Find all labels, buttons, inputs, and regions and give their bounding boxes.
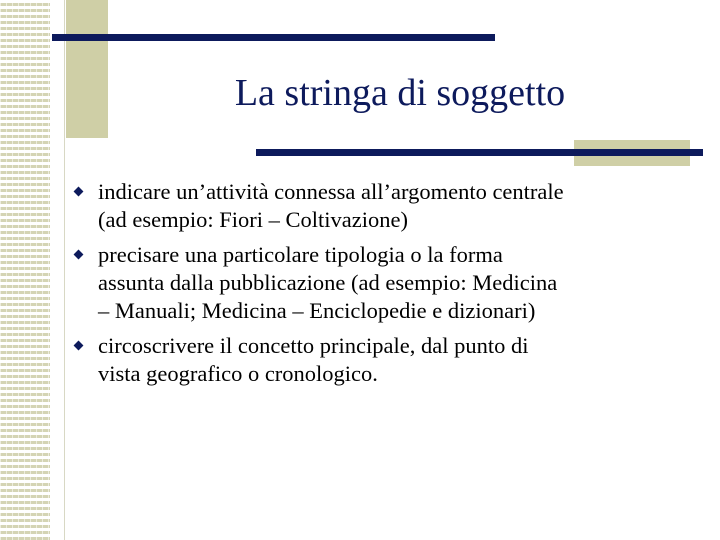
bullet-text-line: indicare un’attività connessa all’argomento centrale <box>98 179 564 204</box>
bullet-list <box>72 178 712 395</box>
bullet-item <box>72 332 712 388</box>
bullet-text-line: (ad esempio: Fiori – Coltivazione) <box>98 207 408 232</box>
diamond-bullet-icon <box>74 341 84 351</box>
diamond-bullet-icon <box>74 187 84 197</box>
bullet-item <box>72 241 712 325</box>
navy-accent-bar-bottom <box>256 149 703 156</box>
bullet-text-line: precisare una particolare tipologia o la forma <box>98 242 503 267</box>
slide-title: La stringa di soggetto <box>234 72 566 114</box>
striped-margin-decoration <box>0 0 50 540</box>
bullet-text-line: circoscrivere il concetto principale, dal punto di <box>98 333 529 358</box>
bullet-item <box>72 178 712 234</box>
left-rule-line <box>64 0 65 540</box>
bullet-text-line: – Manuali; Medicina – Enciclopedie e dizionari) <box>98 298 536 323</box>
diamond-bullet-icon <box>74 250 84 260</box>
bullet-text-line: assunta dalla pubblicazione (ad esempio: Medicina <box>98 270 558 295</box>
tan-accent-block-top <box>66 0 108 138</box>
navy-accent-bar-top <box>52 34 495 41</box>
bullet-text-line: vista geografico o cronologico. <box>98 361 378 386</box>
